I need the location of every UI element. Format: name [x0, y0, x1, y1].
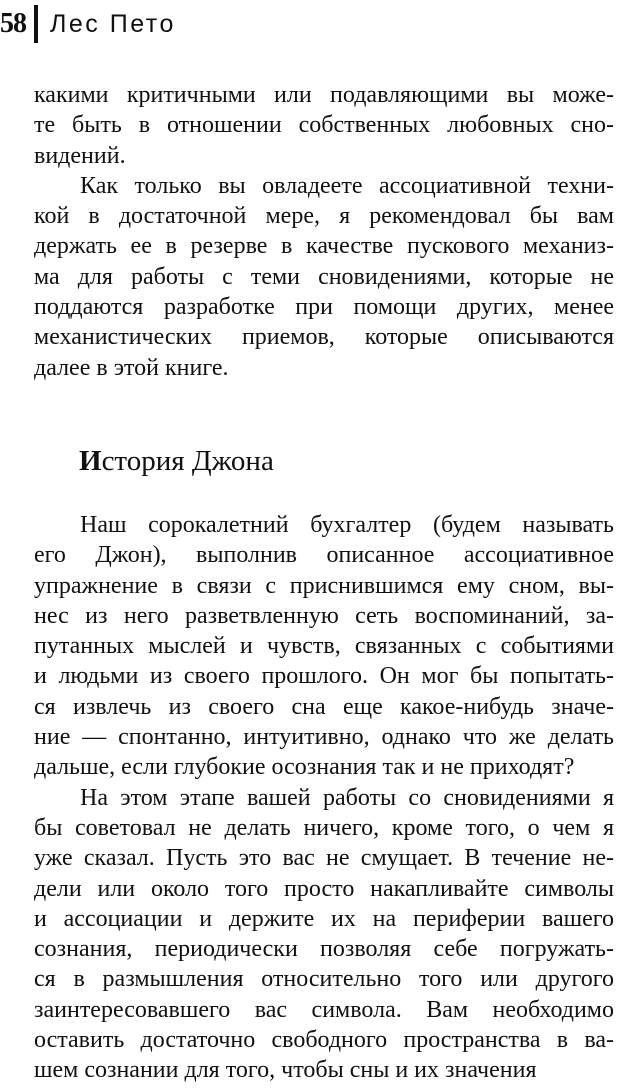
section-heading [79, 445, 274, 478]
text-line: кой в достаточной мере, я рекомендовал бы вам [34, 203, 614, 230]
text-line: оставить достаточно свободного пространства в ва- [34, 1027, 614, 1054]
text-line: уже сказал. Пусть это вас не смущает. В течение не- [34, 845, 614, 872]
text-line: Наш сорокалетний бухгалтер (будем называть [80, 512, 614, 538]
text-line: далее в этой книге. [34, 354, 229, 381]
running-title: Лес Пето [50, 9, 176, 38]
text-line: и людьми из своего прошлого. Он мог бы попытать- [34, 663, 614, 690]
paragraph [34, 510, 614, 783]
text-line: видений. [34, 142, 126, 169]
text-line: ся извлечь из своего сна еще какое-нибудь значе- [34, 693, 614, 720]
text-line: бы советовал не делать ничего, кроме того, о чем я [34, 814, 614, 841]
paragraph [34, 783, 614, 1086]
text-line: упражнение в связи с приснившимся ему сном, вы- [34, 572, 614, 599]
text-line: держать ее в резерве в качестве пускового механиз- [34, 233, 614, 260]
text-line: дели или около того просто накапливайте символы [34, 875, 614, 902]
section-heading-initial: И [79, 445, 102, 477]
text-line: нес из него разветвленную сеть воспоминаний, за- [34, 602, 614, 629]
text-line: ма для работы с теми сновидениями, которые не [34, 263, 614, 290]
text-line: На этом этапе вашей работы со сновидениями я [80, 784, 614, 811]
text-line: путанных мыслей и чувств, связанных с событиями [34, 633, 614, 660]
page-number: 58 [0, 8, 26, 39]
paragraph [34, 80, 614, 171]
text-line: его Джон), выполнив описанное ассоциативное [34, 542, 614, 569]
paragraph [34, 171, 614, 383]
text-line: шем сознании для того, чтобы сны и их значения [34, 1057, 537, 1084]
page-header [0, 2, 176, 46]
text-line: Как только вы овладеете ассоциативной техни- [80, 172, 614, 199]
body-text-bottom [34, 510, 614, 1086]
text-line: какими критичными или подавляющими вы може- [34, 82, 614, 108]
text-line: те быть в отношении собственных любовных сно- [34, 112, 614, 139]
header-divider [34, 5, 38, 43]
text-line: дальше, если глубокие осознания так и не приходят? [34, 754, 575, 781]
section-heading-rest: стория Джона [101, 445, 274, 477]
text-line: и ассоциации и держите их на периферии вашего [34, 905, 614, 932]
text-line: механистических приемов, которые описываются [34, 324, 614, 351]
text-line: ся в размышления относительно того или другого [34, 966, 614, 993]
text-line: поддаются разработке при помощи других, менее [34, 294, 614, 321]
text-line: заинтересовавшего вас символа. Вам необходимо [34, 996, 614, 1023]
text-line: сознания, периодически позволяя себе погружать- [34, 936, 614, 963]
text-line: ние — спонтанно, интуитивно, однако что же делать [34, 724, 614, 751]
body-text-top [34, 80, 614, 383]
